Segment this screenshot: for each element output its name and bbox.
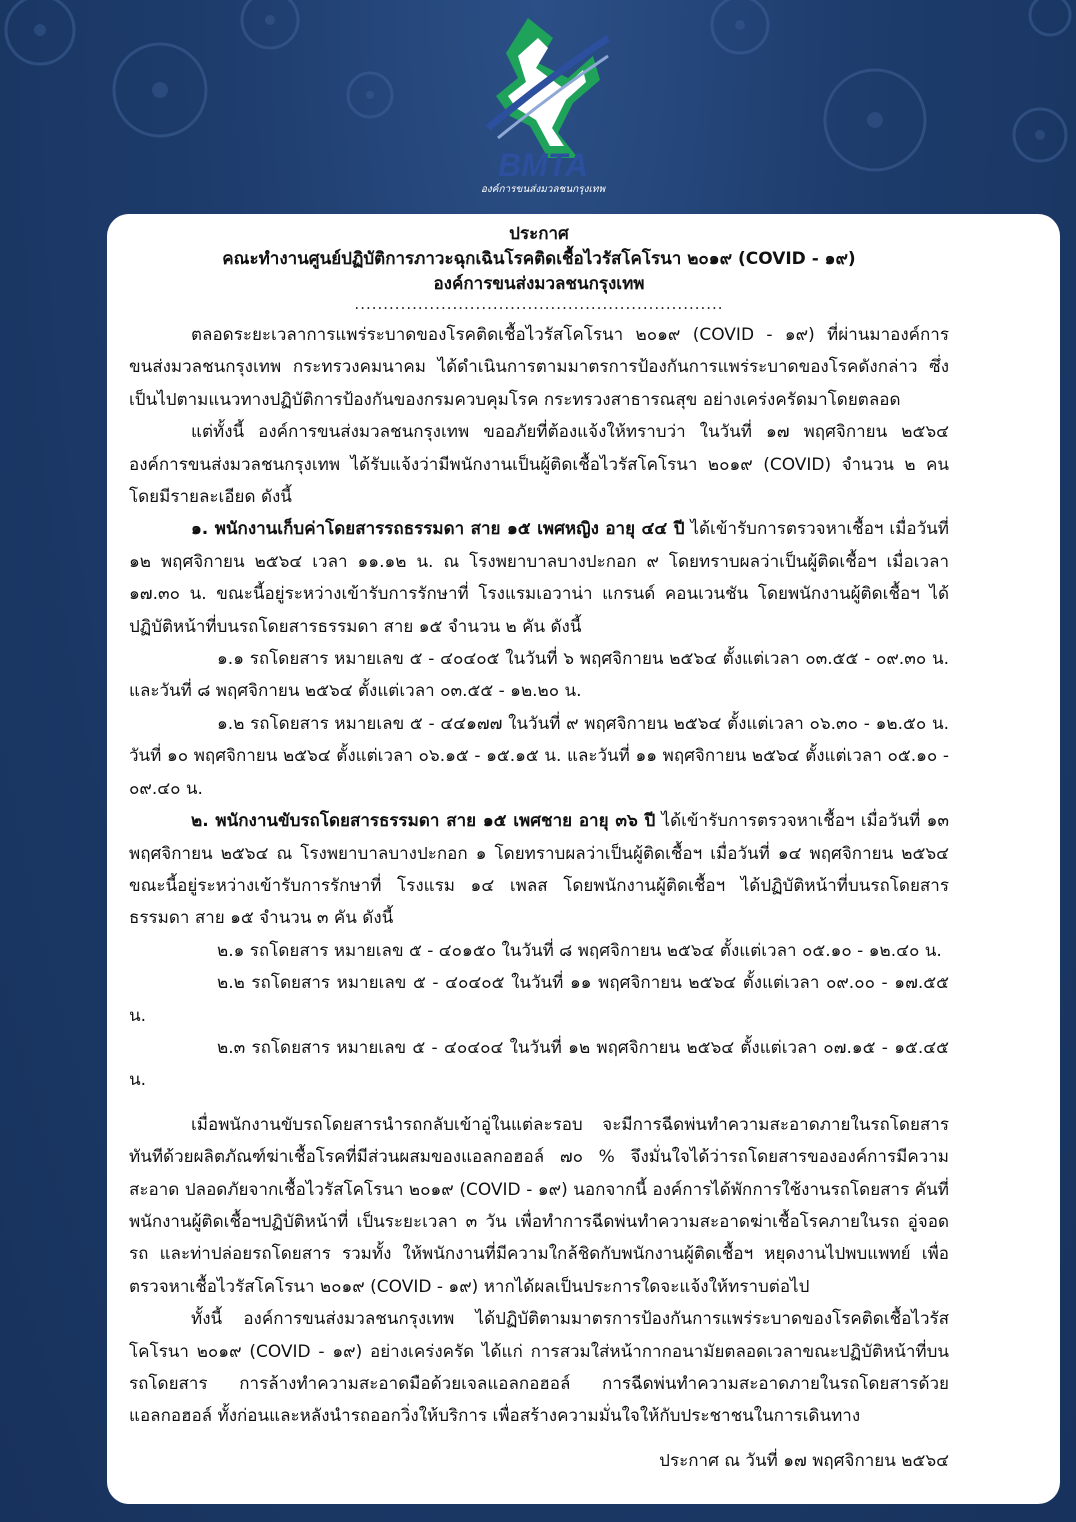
case-2-heading: ๒. พนักงานขับรถโดยสารธรรมดา สาย ๑๕ เพศชาย อายุ ๓๖ ปี xyxy=(191,811,656,832)
organization-name: องค์การขนส่งมวลชนกรุงเทพ xyxy=(433,274,645,294)
announcement-title: ประกาศ xyxy=(509,224,569,244)
case-1 xyxy=(129,513,949,643)
paragraph-measures: ทั้งนี้ องค์การขนส่งมวลชนกรุงเทพ ได้ปฏิบัติตามมาตรการป้องกันการแพร่ระบาดของโรคติดเชื้อไวรัสโคโรนา ๒๐๑๙ (COVID - ๑๙) อย่างเคร่งครัด ได้แก่ การสวมใส่หน้ากากอนามัยตลอดเวลาขณะปฏิบัติหน้าที่บนรถโดยสาร การล้างทำความสะอาดมือด้วยเจลแอลกอฮอล์ การฉีดพ่นทำความสะอาดภายในรถโดยสารด้วยแอลกอฮอล์ ทั้งก่อนและหลังนำรถออกวิ่งให้บริการ เพื่อสร้างความมั่นใจให้กับประชาชนในการเดินทาง xyxy=(129,1309,949,1427)
case-1-heading: ๑. พนักงานเก็บค่าโดยสารรถธรรมดา สาย ๑๕ เพศหญิง อายุ ๔๔ ปี xyxy=(191,519,685,540)
header-divider: ................................................................ xyxy=(354,295,724,313)
virus-decoration-right xyxy=(610,0,1076,210)
case-2-bus-2: ๒.๒ รถโดยสาร หมายเลข ๕ - ๔๐๔๐๕ ในวันที่ ๑๑ พฤศจิกายน ๒๕๖๔ ตั้งแต่เวลา ๐๙.๐๐ - ๑๗.๕๕ น. xyxy=(129,973,949,1026)
announcement-date: ประกาศ ณ วันที่ ๑๗ พฤศจิกายน ๒๕๖๔ xyxy=(659,1450,949,1471)
case-2-detail: ได้เข้ารับการตรวจหาเชื้อฯ เมื่อวันที่ ๑๓ พฤศจิกายน ๒๕๖๔ ณ โรงพยาบาลบางปะกอก ๑ โดยทราบผลว่าเป็นผู้ติดเชื้อฯ เมื่อวันที่ ๑๔ พฤศจิกายน ๒๕๖๔ ขณะนี้อยู่ระหว่างเข้ารับการรักษาที่ โรงแรม ๑๔ เพลส โดยพนักงานผู้ติดเชื้อฯ ได้ปฏิบัติหน้าที่บนรถโดยสารธรรมดา สาย ๑๕ จำนวน ๓ คัน ดังนี้ xyxy=(129,811,949,929)
committee-name: คณะทำงานศูนย์ปฏิบัติการภาวะฉุกเฉินโรคติดเชื้อไวรัสโคโรนา ๒๐๑๙ (COVID - ๑๙) xyxy=(222,249,856,269)
logo-subtitle: องค์การขนส่งมวลชนกรุงเทพ xyxy=(480,184,606,195)
case-1-bus-2: ๑.๒ รถโดยสาร หมายเลข ๕ - ๔๔๑๗๗ ในวันที่ ๙ พฤศจิกายน ๒๕๖๔ ตั้งแต่เวลา ๐๖.๓๐ - ๑๒.๕๐ น. วันที่ ๑๐ พฤศจิกายน ๒๕๖๔ ตั้งแต่เวลา ๐๖.๑๕ - ๑๕.๑๕ น. และวันที่ ๑๑ พฤศจิกายน ๒๕๖๔ ตั้งแต่เวลา ๐๕.๑๐ - ๐๙.๔๐ น. xyxy=(129,713,949,799)
case-2-bus-3: ๒.๓ รถโดยสาร หมายเลข ๕ - ๔๐๔๐๔ ในวันที่ ๑๒ พฤศจิกายน ๒๕๖๔ ตั้งแต่เวลา ๐๗.๑๕ - ๑๕.๔๕ น. xyxy=(129,1037,949,1091)
case-2-bus-1: ๒.๑ รถโดยสาร หมายเลข ๕ - ๔๐๑๕๐ ในวันที่ ๘ พฤศจิกายน ๒๕๖๔ ตั้งแต่เวลา ๐๕.๑๐ - ๑๒.๔๐ น. xyxy=(217,940,942,961)
announcement-content xyxy=(129,222,949,1477)
paragraph-notice: แต่ทั้งนี้ องค์การขนส่งมวลชนกรุงเทพ ขออภัยที่ต้องแจ้งให้ทราบว่า ในวันที่ ๑๗ พฤศจิกายน ๒๕๖๔ องค์การขนส่งมวลชนกรุงเทพ ได้รับแจ้งว่ามีพนักงานเป็นผู้ติดเชื้อไวรัสโคโรนา ๒๐๑๙ (COVID) จำนวน ๒ คน โดยมีรายละเอียด ดังนี้ xyxy=(129,422,949,508)
announcement-card xyxy=(107,214,1060,1504)
paragraph-cleaning: เมื่อพนักงานขับรถโดยสารนำรถกลับเข้าอู่ในแต่ละรอบ จะมีการฉีดพ่นทำความสะอาดภายในรถโดยสารทันทีด้วยผลิตภัณฑ์ฆ่าเชื้อโรคที่มีส่วนผสมของแอลกอฮอล์ ๗๐ % จึงมั่นใจได้ว่ารถโดยสารขององค์การมีความสะอาด ปลอดภัยจากเชื้อไวรัสโคโรนา ๒๐๑๙ (COVID - ๑๙) นอกจากนี้ องค์การได้พักการใช้งานรถโดยสาร คันที่พนักงานผู้ติดเชื้อฯปฏิบัติหน้าที่ เป็นระยะเวลา ๓ วัน เพื่อทำการฉีดพ่นทำความสะอาดฆ่าเชื้อโรคภายในรถ อู่จอดรถ และท่าปล่อยรถโดยสาร รวมทั้ง ให้พนักงานที่มีความใกล้ชิดกับพนักงานผู้ติดเชื้อฯ หยุดงานไปพบแพทย์ เพื่อตรวจหาเชื้อไวรัสโคโรนา ๒๐๑๙ (COVID - ๑๙) หากได้ผลเป็นประการใดจะแจ้งให้ทราบต่อไป xyxy=(129,1114,949,1297)
case-1-bus-1: ๑.๑ รถโดยสาร หมายเลข ๕ - ๔๐๔๐๕ ในวันที่ ๖ พฤศจิกายน ๒๕๖๔ ตั้งแต่เวลา ๐๓.๕๕ - ๐๙.๓๐ น. และวันที่ ๘ พฤศจิกายน ๒๕๖๔ ตั้งแต่เวลา ๐๓.๕๕ - ๑๒.๒๐ น. xyxy=(129,649,949,702)
case-2 xyxy=(129,805,949,935)
case-1-detail: ได้เข้ารับการตรวจหาเชื้อฯ เมื่อวันที่ ๑๒ พฤศจิกายน ๒๕๖๔ เวลา ๑๑.๑๒ น. ณ โรงพยาบาลบางปะกอก ๙ โดยทราบผลว่าเป็นผู้ติดเชื้อฯ เมื่อเวลา ๑๗.๓๐ น. ขณะนี้อยู่ระหว่างเข้ารับการรักษาที่ โรงแรมเอวาน่า แกรนด์ คอนเวนชัน โดยพนักงานผู้ติดเชื้อฯ ได้ปฏิบัติหน้าที่บนรถโดยสารธรรมดา สาย ๑๕ จำนวน ๒ คัน ดังนี้ xyxy=(129,519,950,637)
virus-decoration-left xyxy=(0,0,470,210)
bmta-logo xyxy=(468,8,618,198)
logo-text: BMTA xyxy=(497,147,589,183)
paragraph-intro: ตลอดระยะเวลาการแพร่ระบาดของโรคติดเชื้อไวรัสโคโรนา ๒๐๑๙ (COVID - ๑๙) ที่ผ่านมาองค์การขนส่งมวลชนกรุงเทพ กระทรวงคมนาคม ได้ดำเนินการตามมาตรการป้องกันการแพร่ระบาดของโรคดังกล่าว ซึ่งเป็นไปตามแนวทางปฏิบัติการป้องกันของกรมควบคุมโรค กระทรวงสาธารณสุข อย่างเคร่งครัดมาโดยตลอด xyxy=(129,325,949,410)
